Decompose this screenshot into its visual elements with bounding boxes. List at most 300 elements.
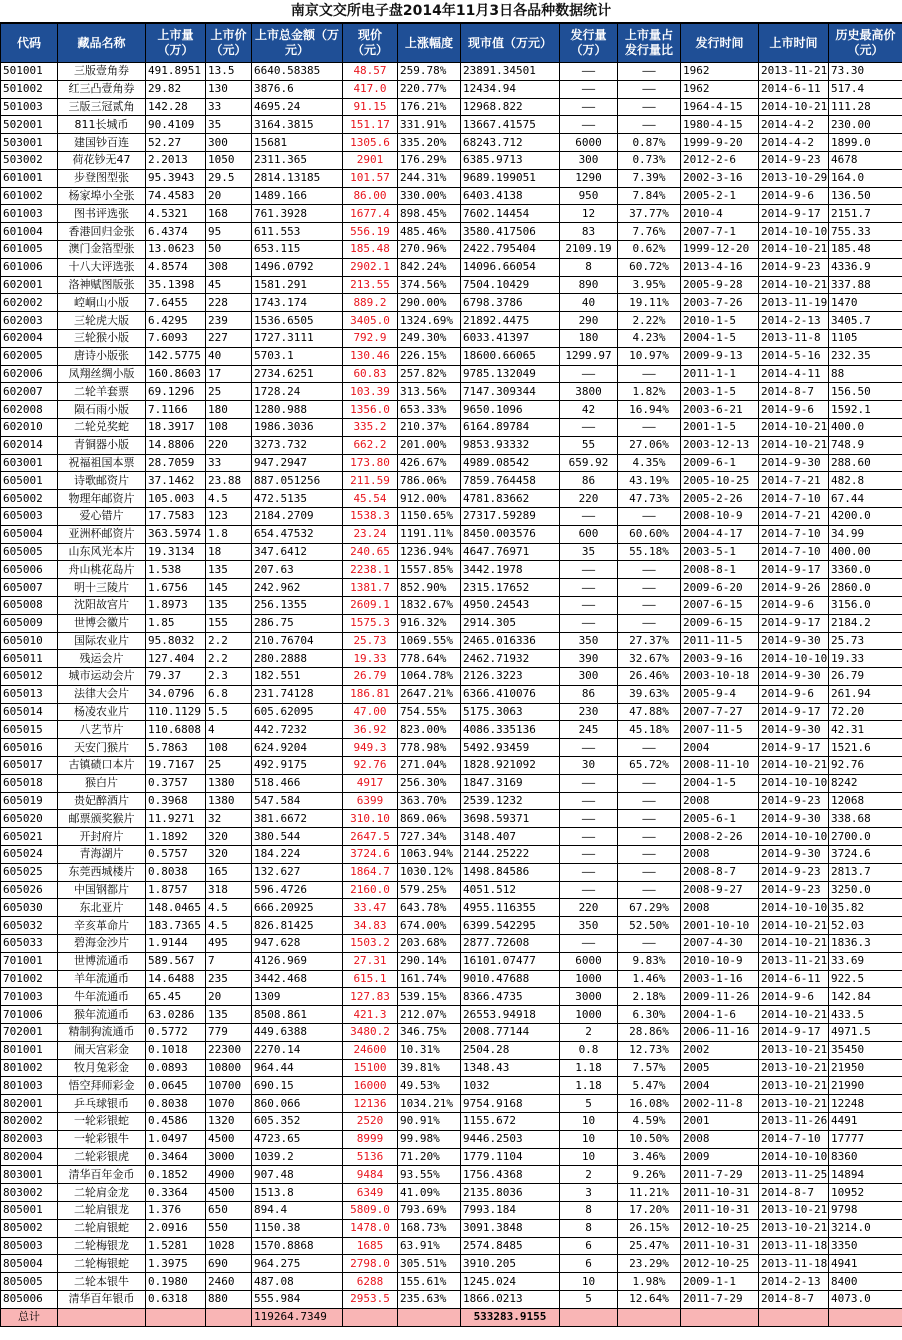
cell-listed-qty: 95.8032 [146,632,206,650]
table-row [1,134,902,152]
cell-historic-high: 3350 [829,1237,902,1255]
cell-issue-date: 2005-9-4 [681,685,759,703]
cell-listing-date: 2014-2-13 [759,312,829,330]
header-issue-qty: 发行量（万） [560,24,618,63]
cell-listed-price: 550 [206,1219,252,1237]
cell-listed-amount: 1489.166 [252,187,343,205]
table-row [1,169,902,187]
cell-name: 山东风光本片 [58,543,146,561]
cell-issue-qty: —— [560,935,618,953]
cell-issue-date: 2005 [681,1059,759,1077]
cell-name: 东莞西城楼片 [58,863,146,881]
table-row [1,116,902,134]
cell-market-value: 3442.1978 [461,561,560,579]
table-row [1,668,902,686]
cell-historic-high: 922.5 [829,970,902,988]
cell-current-price: 92.76 [343,757,398,775]
cell-market-value: 6399.542295 [461,917,560,935]
cell-name: 三版三冠贰角 [58,98,146,116]
cell-listed-amount: 442.7232 [252,721,343,739]
cell-historic-high: 2184.2 [829,614,902,632]
cell-code: 803001 [1,1166,58,1184]
cell-listed-amount: 6640.58385 [252,63,343,81]
total-empty [759,1308,829,1326]
cell-historic-high: 3250.0 [829,881,902,899]
cell-market-value: 4989.08542 [461,454,560,472]
cell-name: 二轮梅银蛇 [58,1255,146,1273]
cell-current-price: 6288 [343,1273,398,1291]
cell-listed-qty: 14.8806 [146,436,206,454]
cell-historic-high: 10952 [829,1184,902,1202]
cell-historic-high: 136.50 [829,187,902,205]
cell-name: 城市运动会片 [58,668,146,686]
cell-issue-qty: 6000 [560,952,618,970]
cell-current-price: 211.59 [343,472,398,490]
cell-listed-ratio: 2.22% [618,312,681,330]
cell-market-value: 12434.94 [461,80,560,98]
cell-listed-qty: 0.5757 [146,846,206,864]
cell-name: 二轮兑奖蛇 [58,418,146,436]
cell-issue-date: 2012-10-25 [681,1255,759,1273]
cell-listed-qty: 28.7059 [146,454,206,472]
cell-name: 凤翔丝绸小版 [58,365,146,383]
cell-listed-amount: 231.74128 [252,685,343,703]
cell-issue-date: 2004 [681,739,759,757]
cell-increase: 220.77% [398,80,461,98]
cell-code: 605020 [1,810,58,828]
cell-issue-qty: 659.92 [560,454,618,472]
cell-issue-date: 2002-3-16 [681,169,759,187]
cell-issue-date: 2002-11-8 [681,1095,759,1113]
table-row [1,454,902,472]
cell-code: 702001 [1,1024,58,1042]
cell-listed-ratio: —— [618,863,681,881]
cell-listing-date: 2014-9-17 [759,205,829,223]
cell-market-value: 1828.921092 [461,757,560,775]
cell-current-price: 127.83 [343,988,398,1006]
cell-historic-high: 338.68 [829,810,902,828]
cell-code: 605032 [1,917,58,935]
cell-market-value: 2914.305 [461,614,560,632]
cell-increase: 539.15% [398,988,461,1006]
cell-listed-qty: 2.2013 [146,151,206,169]
table-row [1,401,902,419]
cell-issue-date: 2012-2-6 [681,151,759,169]
cell-listed-price: 235 [206,970,252,988]
cell-issue-qty: 350 [560,917,618,935]
cell-listed-amount: 826.81425 [252,917,343,935]
cell-listed-amount: 605.62095 [252,703,343,721]
cell-listed-ratio: 37.77% [618,205,681,223]
cell-current-price: 26.79 [343,668,398,686]
cell-current-price: 1538.3 [343,507,398,525]
cell-current-price: 2520 [343,1113,398,1131]
cell-issue-date: 2008 [681,899,759,917]
cell-listing-date: 2014-10-10 [759,899,829,917]
cell-name: 香港回归金张 [58,223,146,241]
cell-listed-qty: 7.1166 [146,401,206,419]
cell-increase: 71.20% [398,1148,461,1166]
cell-listed-price: 25 [206,757,252,775]
cell-listed-ratio: —— [618,116,681,134]
cell-market-value: 5492.93459 [461,739,560,757]
cell-listing-date: 2014-4-11 [759,365,829,383]
cell-issue-qty: —— [560,863,618,881]
cell-name: 青海湖片 [58,846,146,864]
cell-listed-price: 45 [206,276,252,294]
cell-issue-date: 2008-8-7 [681,863,759,881]
cell-code: 605033 [1,935,58,953]
cell-current-price: 213.55 [343,276,398,294]
cell-historic-high: 42.31 [829,721,902,739]
cell-listed-price: 2460 [206,1273,252,1291]
cell-historic-high: 4200.0 [829,507,902,525]
cell-listed-qty: 14.6488 [146,970,206,988]
cell-historic-high: 34.99 [829,525,902,543]
total-empty [146,1308,206,1326]
cell-listing-date: 2014-4-2 [759,134,829,152]
cell-listing-date: 2014-6-11 [759,970,829,988]
cell-code: 601004 [1,223,58,241]
cell-historic-high: 400.0 [829,418,902,436]
table-row [1,917,902,935]
cell-listed-amount: 1039.2 [252,1148,343,1166]
cell-increase: 778.64% [398,650,461,668]
cell-issue-qty: —— [560,881,618,899]
cell-issue-date: 2007-7-27 [681,703,759,721]
cell-increase: 727.34% [398,828,461,846]
cell-name: 天安门猴片 [58,739,146,757]
cell-market-value: 5175.3063 [461,703,560,721]
cell-listed-qty: 13.0623 [146,240,206,258]
cell-name: 杨家埠小全张 [58,187,146,205]
cell-listed-ratio: 55.18% [618,543,681,561]
cell-issue-date: 2003-5-1 [681,543,759,561]
cell-issue-date: 2003-7-26 [681,294,759,312]
cell-historic-high: 3214.0 [829,1219,902,1237]
cell-increase: 176.21% [398,98,461,116]
cell-name: 杨凌农业片 [58,703,146,721]
cell-listed-price: 300 [206,134,252,152]
cell-current-price: 86.00 [343,187,398,205]
table-row [1,418,902,436]
cell-listed-qty: 4.5321 [146,205,206,223]
header-listed-amount: 上市总金额（万元） [252,24,343,63]
cell-historic-high: 3405.7 [829,312,902,330]
cell-increase: 330.00% [398,187,461,205]
cell-historic-high: 1470 [829,294,902,312]
cell-code: 805006 [1,1290,58,1308]
cell-listed-ratio: 7.57% [618,1059,681,1077]
cell-name: 乒乓球银币 [58,1095,146,1113]
table-row [1,792,902,810]
data-table [0,23,902,1327]
cell-issue-qty: 5 [560,1095,618,1113]
cell-listing-date: 2014-9-17 [759,561,829,579]
cell-market-value: 9689.199051 [461,169,560,187]
cell-listed-ratio: 7.84% [618,187,681,205]
cell-code: 601003 [1,205,58,223]
cell-listed-amount: 1513.8 [252,1184,343,1202]
cell-current-price: 12136 [343,1095,398,1113]
cell-code: 802003 [1,1130,58,1148]
header-issue-date: 发行时间 [681,24,759,63]
cell-historic-high: 4941 [829,1255,902,1273]
cell-listed-qty: 11.9271 [146,810,206,828]
cell-listed-amount: 256.1355 [252,596,343,614]
table-row [1,863,902,881]
cell-historic-high: 232.35 [829,347,902,365]
cell-name: 三轮猴小版 [58,329,146,347]
cell-code: 802001 [1,1095,58,1113]
cell-listed-price: 779 [206,1024,252,1042]
cell-market-value: 3910.205 [461,1255,560,1273]
cell-listed-qty: 0.3757 [146,774,206,792]
cell-historic-high: 755.33 [829,223,902,241]
cell-issue-date: 2009-1-1 [681,1273,759,1291]
cell-name: 811长城币 [58,116,146,134]
cell-listing-date: 2014-9-6 [759,187,829,205]
cell-listed-qty: 0.4586 [146,1113,206,1131]
cell-market-value: 1756.4368 [461,1166,560,1184]
cell-listed-price: 1380 [206,792,252,810]
cell-listed-ratio: 28.86% [618,1024,681,1042]
cell-listed-ratio: 10.97% [618,347,681,365]
cell-issue-date: 2008-11-10 [681,757,759,775]
cell-listed-ratio: 60.72% [618,258,681,276]
cell-code: 605002 [1,490,58,508]
cell-listed-qty: 1.3975 [146,1255,206,1273]
cell-listed-amount: 547.584 [252,792,343,810]
cell-historic-high: 3360.0 [829,561,902,579]
cell-code: 605014 [1,703,58,721]
cell-historic-high: 1899.0 [829,134,902,152]
cell-listing-date: 2014-9-6 [759,596,829,614]
cell-historic-high: 21990 [829,1077,902,1095]
cell-listed-ratio: —— [618,561,681,579]
cell-market-value: 2135.8036 [461,1184,560,1202]
cell-issue-qty: 30 [560,757,618,775]
cell-code: 805001 [1,1202,58,1220]
cell-name: 猴白片 [58,774,146,792]
cell-code: 605008 [1,596,58,614]
cell-listed-qty: 63.0286 [146,1006,206,1024]
cell-listed-ratio: 52.50% [618,917,681,935]
cell-listing-date: 2014-10-21 [759,98,829,116]
cell-market-value: 18600.66065 [461,347,560,365]
cell-historic-high: 21950 [829,1059,902,1077]
cell-listing-date: 2014-9-30 [759,846,829,864]
cell-code: 605012 [1,668,58,686]
cell-listing-date: 2014-9-17 [759,703,829,721]
cell-listing-date: 2013-10-21 [759,1059,829,1077]
cell-listed-price: 145 [206,579,252,597]
cell-increase: 1034.21% [398,1095,461,1113]
cell-historic-high: 517.4 [829,80,902,98]
cell-listed-ratio: 60.60% [618,525,681,543]
header-listed-ratio: 上市量占发行量比 [618,24,681,63]
cell-increase: 674.00% [398,917,461,935]
cell-listed-amount: 4723.65 [252,1130,343,1148]
table-row [1,543,902,561]
cell-issue-date: 1999-12-20 [681,240,759,258]
cell-listed-price: 13.5 [206,63,252,81]
cell-listed-price: 3000 [206,1148,252,1166]
cell-issue-date: 2009-6-1 [681,454,759,472]
cell-listed-price: 1070 [206,1095,252,1113]
cell-issue-qty: 3800 [560,383,618,401]
cell-name: 崆峒山小版 [58,294,146,312]
cell-current-price: 889.2 [343,294,398,312]
cell-listed-amount: 860.066 [252,1095,343,1113]
cell-listed-ratio: 0.87% [618,134,681,152]
cell-listing-date: 2014-9-6 [759,401,829,419]
cell-name: 碧海金沙片 [58,935,146,953]
total-empty [829,1308,902,1326]
cell-listed-amount: 1728.24 [252,383,343,401]
cell-issue-date: 2007-7-1 [681,223,759,241]
cell-listed-price: 22300 [206,1041,252,1059]
cell-listed-price: 1028 [206,1237,252,1255]
cell-listing-date: 2014-9-23 [759,881,829,899]
cell-name: 中国钢都片 [58,881,146,899]
cell-listed-ratio: —— [618,614,681,632]
cell-market-value: 6385.9713 [461,151,560,169]
cell-current-price: 662.2 [343,436,398,454]
cell-historic-high: 164.0 [829,169,902,187]
cell-issue-date: 2007-4-30 [681,935,759,953]
cell-listed-price: 95 [206,223,252,241]
cell-listing-date: 2014-5-16 [759,347,829,365]
total-label: 总计 [1,1308,58,1326]
cell-listed-price: 108 [206,418,252,436]
cell-current-price: 310.10 [343,810,398,828]
cell-listed-qty: 0.5772 [146,1024,206,1042]
cell-listed-price: 33 [206,454,252,472]
cell-increase: 49.53% [398,1077,461,1095]
table-row [1,846,902,864]
cell-current-price: 1685 [343,1237,398,1255]
cell-name: 三版壹角券 [58,63,146,81]
table-row [1,187,902,205]
cell-listed-amount: 555.984 [252,1290,343,1308]
cell-listing-date: 2013-11-18 [759,1255,829,1273]
cell-code: 602002 [1,294,58,312]
cell-name: 二轮肩银蛇 [58,1219,146,1237]
cell-name: 二轮梅银龙 [58,1237,146,1255]
cell-current-price: 5136 [343,1148,398,1166]
cell-code: 605016 [1,739,58,757]
cell-listed-qty: 1.538 [146,561,206,579]
cell-code: 605015 [1,721,58,739]
cell-issue-qty: —— [560,579,618,597]
cell-listed-amount: 4695.24 [252,98,343,116]
total-market-value: 533283.9155 [461,1308,560,1326]
cell-listed-amount: 947.628 [252,935,343,953]
cell-issue-qty: 83 [560,223,618,241]
cell-market-value: 9650.1096 [461,401,560,419]
cell-issue-date: 2001 [681,1113,759,1131]
cell-issue-qty: 40 [560,294,618,312]
cell-issue-qty: 42 [560,401,618,419]
cell-code: 502001 [1,116,58,134]
cell-current-price: 24600 [343,1041,398,1059]
cell-listed-ratio: 1.82% [618,383,681,401]
cell-issue-date: 2007-11-5 [681,721,759,739]
cell-historic-high: 288.60 [829,454,902,472]
cell-code: 605018 [1,774,58,792]
cell-listed-qty: 148.0465 [146,899,206,917]
cell-listed-price: 4.5 [206,917,252,935]
cell-listed-qty: 69.1296 [146,383,206,401]
cell-issue-qty: —— [560,116,618,134]
cell-issue-date: 2008 [681,1130,759,1148]
cell-listed-price: 308 [206,258,252,276]
table-row [1,223,902,241]
cell-listing-date: 2014-10-21 [759,436,829,454]
cell-issue-qty: 390 [560,650,618,668]
cell-market-value: 7993.184 [461,1202,560,1220]
header-listed-qty: 上市量（万） [146,24,206,63]
cell-listed-ratio: 47.88% [618,703,681,721]
cell-listed-qty: 29.82 [146,80,206,98]
cell-market-value: 6403.4138 [461,187,560,205]
cell-listed-qty: 17.7583 [146,507,206,525]
cell-listing-date: 2014-10-10 [759,1148,829,1166]
cell-listed-amount: 2734.6251 [252,365,343,383]
cell-name: 清华百年金币 [58,1166,146,1184]
cell-issue-date: 2010-1-5 [681,312,759,330]
cell-issue-qty: 300 [560,668,618,686]
cell-listed-ratio: —— [618,846,681,864]
cell-issue-date: 2005-9-28 [681,276,759,294]
cell-code: 605010 [1,632,58,650]
cell-increase: 244.31% [398,169,461,187]
table-row [1,561,902,579]
cell-market-value: 2574.8485 [461,1237,560,1255]
cell-listing-date: 2014-9-30 [759,810,829,828]
cell-listed-ratio: —— [618,596,681,614]
table-row [1,1113,902,1131]
cell-listed-qty: 1.8757 [146,881,206,899]
cell-code: 501001 [1,63,58,81]
cell-listed-qty: 6.4295 [146,312,206,330]
cell-listed-qty: 74.4583 [146,187,206,205]
cell-market-value: 8450.003576 [461,525,560,543]
cell-market-value: 6033.41397 [461,329,560,347]
table-row [1,650,902,668]
cell-listing-date: 2014-8-7 [759,383,829,401]
cell-code: 805003 [1,1237,58,1255]
cell-issue-date: 2005-2-26 [681,490,759,508]
table-row [1,365,902,383]
cell-increase: 290.14% [398,952,461,970]
total-empty [560,1308,618,1326]
cell-listing-date: 2014-8-7 [759,1290,829,1308]
cell-listed-amount: 887.051256 [252,472,343,490]
cell-listing-date: 2014-10-10 [759,828,829,846]
cell-increase: 90.91% [398,1113,461,1131]
table-row [1,436,902,454]
cell-listed-ratio: —— [618,418,681,436]
cell-market-value: 13667.41575 [461,116,560,134]
cell-name: 爱心错片 [58,507,146,525]
cell-historic-high: 230.00 [829,116,902,134]
cell-current-price: 91.15 [343,98,398,116]
cell-issue-qty: 220 [560,490,618,508]
cell-code: 601002 [1,187,58,205]
cell-historic-high: 2860.0 [829,579,902,597]
